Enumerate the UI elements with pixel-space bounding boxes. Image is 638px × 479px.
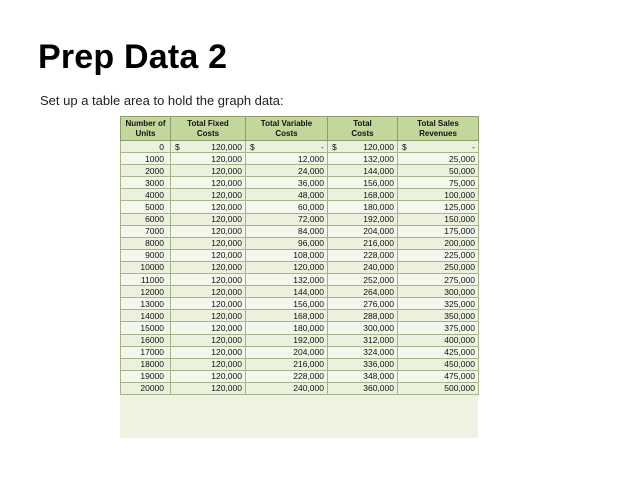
cell-units: 5000 [121, 201, 171, 213]
cell-units: 19000 [121, 370, 171, 382]
table-row [121, 213, 479, 225]
table-row [121, 153, 479, 165]
table-row [121, 382, 479, 394]
cell-fixed-costs: 120,000 [171, 286, 246, 298]
graph-data-table-container [120, 116, 478, 438]
cell-units: 20000 [121, 382, 171, 394]
graph-data-table [120, 116, 479, 395]
cell-total-costs: 228,000 [328, 249, 398, 261]
page-title: Prep Data 2 [38, 38, 228, 76]
header-line: Revenues [419, 128, 457, 138]
cell-fixed-costs: 120,000 [171, 153, 246, 165]
header-line: Total Variable [260, 118, 313, 128]
cell-total-costs: 252,000 [328, 274, 398, 286]
cell-fixed-costs: 120,000 [171, 370, 246, 382]
cell-total-costs: 156,000 [328, 177, 398, 189]
table-row [121, 249, 479, 261]
table-row [121, 358, 479, 370]
table-row [121, 334, 479, 346]
cell-total-costs: 180,000 [328, 201, 398, 213]
cell-fixed-costs: 120,000 [171, 237, 246, 249]
header-line: Costs [351, 128, 374, 138]
cell-sales-revenues: 150,000 [398, 213, 479, 225]
cell-variable-costs: 204,000 [246, 346, 328, 358]
cell-fixed-costs: 120,000 [171, 298, 246, 310]
cell-variable-costs: 60,000 [246, 201, 328, 213]
cell-sales-revenues: 350,000 [398, 310, 479, 322]
cell-total-costs: 360,000 [328, 382, 398, 394]
cell-variable-costs: 192,000 [246, 334, 328, 346]
cell-total-costs: 168,000 [328, 189, 398, 201]
cell-variable-costs: 12,000 [246, 153, 328, 165]
cell-fixed-costs: 120,000 [171, 213, 246, 225]
cell-sales-revenues: 500,000 [398, 382, 479, 394]
cell-sales-revenues: 450,000 [398, 358, 479, 370]
header-number-of-units [121, 117, 171, 141]
cell-variable-costs: 96,000 [246, 237, 328, 249]
table-row [121, 201, 479, 213]
cell-sales-revenues: 250,000 [398, 261, 479, 273]
cell-variable-costs: 72,000 [246, 213, 328, 225]
cell-sales-revenues: 50,000 [398, 165, 479, 177]
slide-subtitle: Set up a table area to hold the graph data: [40, 93, 284, 108]
cell-units: 15000 [121, 322, 171, 334]
header-total-fixed-costs [171, 117, 246, 141]
table-header-row [121, 117, 479, 141]
cell-sales-revenues: 275,000 [398, 274, 479, 286]
cell-fixed-costs: 120,000 [171, 358, 246, 370]
cell-total-costs: 144,000 [328, 165, 398, 177]
cell-fixed-costs: 120,000 [171, 346, 246, 358]
cell-variable-costs: 144,000 [246, 286, 328, 298]
cell-variable-costs: 36,000 [246, 177, 328, 189]
cell-sales-revenues: 375,000 [398, 322, 479, 334]
cell-units: 17000 [121, 346, 171, 358]
table-row [121, 141, 479, 153]
cell-sales-revenues: 175,000 [398, 225, 479, 237]
cell-units: 0 [121, 141, 171, 153]
table-row [121, 310, 479, 322]
header-line: Total Sales [417, 118, 459, 128]
cell-fixed-costs: 120,000 [171, 334, 246, 346]
cell-fixed-costs: 120,000 [171, 274, 246, 286]
header-line: Costs [196, 128, 220, 138]
cell-total-costs: $ 120,000 [328, 141, 398, 153]
cell-variable-costs: 168,000 [246, 310, 328, 322]
cell-variable-costs: 216,000 [246, 358, 328, 370]
cell-sales-revenues: $ - [398, 141, 479, 153]
cell-sales-revenues: 75,000 [398, 177, 479, 189]
cell-total-costs: 240,000 [328, 261, 398, 273]
cell-total-costs: 300,000 [328, 322, 398, 334]
header-line: Units [135, 128, 156, 138]
table-row [121, 322, 479, 334]
table-row [121, 298, 479, 310]
cell-total-costs: 216,000 [328, 237, 398, 249]
cell-variable-costs: 240,000 [246, 382, 328, 394]
cell-total-costs: 336,000 [328, 358, 398, 370]
table-row [121, 177, 479, 189]
cell-units: 11000 [121, 274, 171, 286]
cell-fixed-costs: 120,000 [171, 310, 246, 322]
cell-variable-costs: 120,000 [246, 261, 328, 273]
cell-units: 9000 [121, 249, 171, 261]
header-total-costs [328, 117, 398, 141]
table-row [121, 189, 479, 201]
cell-units: 16000 [121, 334, 171, 346]
cell-variable-costs: 48,000 [246, 189, 328, 201]
cell-fixed-costs: 120,000 [171, 225, 246, 237]
table-row [121, 237, 479, 249]
cell-units: 12000 [121, 286, 171, 298]
cell-sales-revenues: 325,000 [398, 298, 479, 310]
cell-sales-revenues: 300,000 [398, 286, 479, 298]
table-row [121, 225, 479, 237]
cell-variable-costs: 24,000 [246, 165, 328, 177]
cell-sales-revenues: 400,000 [398, 334, 479, 346]
cell-total-costs: 264,000 [328, 286, 398, 298]
cell-total-costs: 132,000 [328, 153, 398, 165]
header-line: Number of [125, 118, 166, 128]
cell-sales-revenues: 425,000 [398, 346, 479, 358]
cell-fixed-costs: 120,000 [171, 322, 246, 334]
cell-units: 6000 [121, 213, 171, 225]
cell-total-costs: 276,000 [328, 298, 398, 310]
cell-sales-revenues: 200,000 [398, 237, 479, 249]
table-body [121, 141, 479, 395]
cell-units: 18000 [121, 358, 171, 370]
cell-units: 14000 [121, 310, 171, 322]
cell-variable-costs: 84,000 [246, 225, 328, 237]
cell-fixed-costs: 120,000 [171, 165, 246, 177]
table-row [121, 286, 479, 298]
cell-sales-revenues: 100,000 [398, 189, 479, 201]
cell-units: 10000 [121, 261, 171, 273]
cell-fixed-costs: 120,000 [171, 249, 246, 261]
cell-total-costs: 348,000 [328, 370, 398, 382]
cell-variable-costs: $ - [246, 141, 328, 153]
cell-units: 7000 [121, 225, 171, 237]
header-total-sales-revenues [398, 117, 479, 141]
cell-total-costs: 288,000 [328, 310, 398, 322]
cell-units: 4000 [121, 189, 171, 201]
cell-sales-revenues: 25,000 [398, 153, 479, 165]
cell-fixed-costs: 120,000 [171, 177, 246, 189]
cell-fixed-costs: 120,000 [171, 201, 246, 213]
header-line: Costs [275, 128, 298, 138]
cell-variable-costs: 132,000 [246, 274, 328, 286]
cell-sales-revenues: 475,000 [398, 370, 479, 382]
table-row [121, 274, 479, 286]
cell-units: 1000 [121, 153, 171, 165]
cell-fixed-costs: 120,000 [171, 261, 246, 273]
cell-total-costs: 324,000 [328, 346, 398, 358]
cell-units: 2000 [121, 165, 171, 177]
cell-sales-revenues: 225,000 [398, 249, 479, 261]
table-row [121, 165, 479, 177]
cell-total-costs: 204,000 [328, 225, 398, 237]
table-row [121, 261, 479, 273]
cell-units: 8000 [121, 237, 171, 249]
cell-variable-costs: 180,000 [246, 322, 328, 334]
header-line: Total [353, 118, 372, 128]
cell-units: 13000 [121, 298, 171, 310]
table-row [121, 346, 479, 358]
cell-variable-costs: 108,000 [246, 249, 328, 261]
cell-units: 3000 [121, 177, 171, 189]
header-line: Total Fixed [187, 118, 229, 128]
cell-variable-costs: 228,000 [246, 370, 328, 382]
cell-fixed-costs: 120,000 [171, 382, 246, 394]
cell-sales-revenues: 125,000 [398, 201, 479, 213]
cell-total-costs: 192,000 [328, 213, 398, 225]
cell-variable-costs: 156,000 [246, 298, 328, 310]
table-row [121, 370, 479, 382]
cell-fixed-costs: 120,000 [171, 189, 246, 201]
header-total-variable-costs [246, 117, 328, 141]
cell-total-costs: 312,000 [328, 334, 398, 346]
cell-fixed-costs: $ 120,000 [171, 141, 246, 153]
